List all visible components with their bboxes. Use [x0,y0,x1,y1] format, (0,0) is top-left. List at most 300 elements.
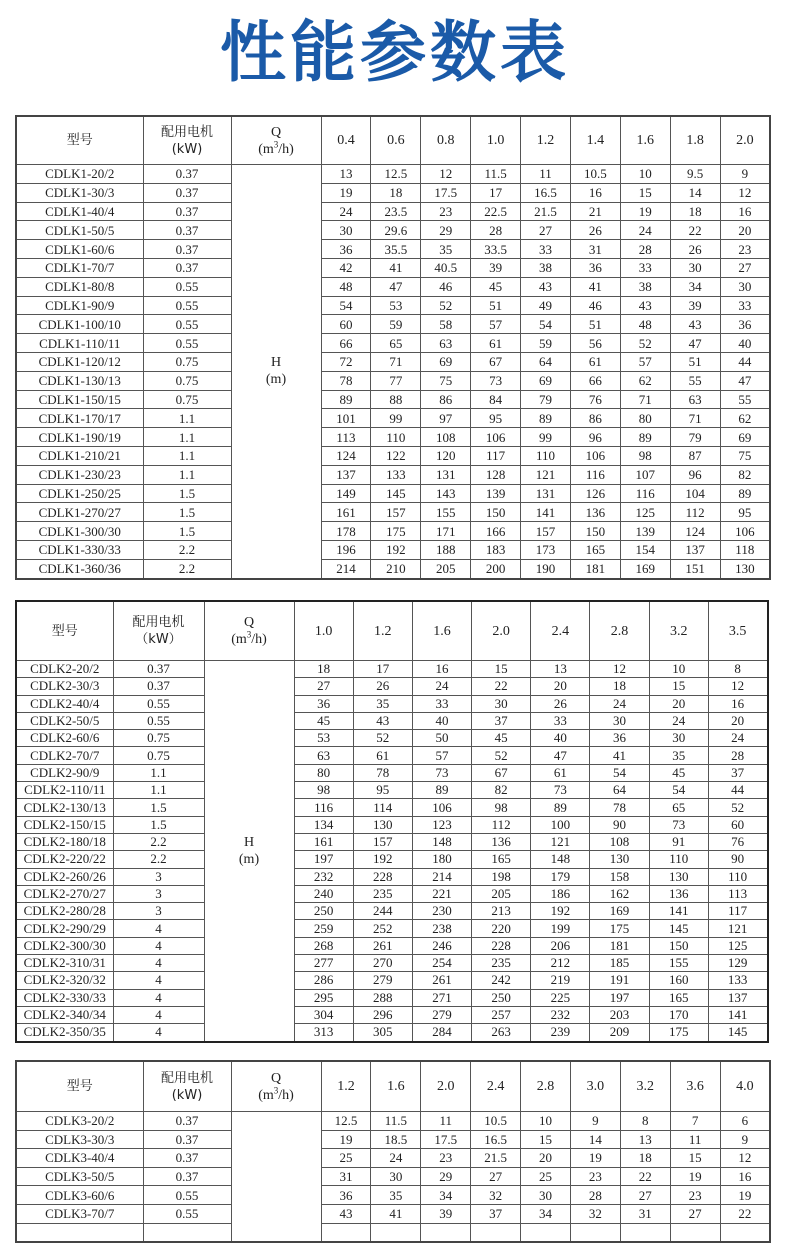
cell-head-value: 97 [421,409,471,428]
cell-head-value: 150 [649,937,708,954]
table-row [16,334,770,353]
cell-head-value: 35 [649,747,708,764]
cell-head-value: 98 [294,782,353,799]
cell-head-value: 155 [421,503,471,522]
header-flow-value: 2.8 [590,601,649,661]
cell-motor: 1.1 [143,409,231,428]
cell-head-value: 199 [531,920,590,937]
cell-head-value: 31 [321,1167,371,1186]
cell-head-value: 30 [472,695,531,712]
cell-head-value: 25 [321,1149,371,1168]
header-motor-unit: (kW) [171,1087,203,1103]
cell-model: CDLK1-170/17 [16,409,143,428]
cell-head-value: 288 [353,989,412,1006]
cell-empty [720,1223,770,1242]
cell-head-value: 57 [471,315,521,334]
cell-head-value: 139 [471,484,521,503]
cell-head-value: 23 [421,1149,471,1168]
cell-head-value: 113 [708,885,767,902]
cell-head-value: 36 [570,258,620,277]
header-flow-value: 1.6 [620,116,670,165]
cell-motor: 0.75 [143,352,231,371]
cell-head-value: 128 [471,465,521,484]
table-row [16,885,768,902]
cell-head-value: 181 [570,559,620,578]
cell-head-value: 19 [670,1167,720,1186]
cell-head-value: 18 [371,183,421,202]
table-row [16,465,770,484]
cell-head-value: 33 [521,240,571,259]
cell-head-value: 71 [371,352,421,371]
cell-head-value: 17 [471,183,521,202]
cell-head-value: 10.5 [570,165,620,184]
cell-motor: 1.5 [143,484,231,503]
cell-head-value: 26 [531,695,590,712]
cell-motor: 2.2 [143,540,231,559]
cell-head-value: 235 [353,885,412,902]
cell-motor: 3 [113,903,204,920]
cell-head-value: 89 [531,799,590,816]
cell-head-value: 29 [421,1167,471,1186]
header-flow-unit [232,138,321,158]
cell-motor: 0.55 [143,277,231,296]
cell-motor: 0.37 [143,258,231,277]
cell-head-value: 192 [371,540,421,559]
cell-motor: 4 [113,972,204,989]
cell-head-value: 141 [521,503,571,522]
cell-head-value: 57 [620,352,670,371]
cell-motor: 0.55 [143,296,231,315]
cell-head-value: 69 [521,371,571,390]
cell-motor: 0.75 [143,390,231,409]
cell-head-value: 242 [472,972,531,989]
cell-head-value: 165 [472,851,531,868]
cell-head-value: 30 [590,712,649,729]
cell-head-value: 31 [620,1204,670,1223]
cell-head-value: 61 [531,764,590,781]
cell-head-value: 28 [708,747,767,764]
cell-head-value: 67 [471,352,521,371]
cell-motor: 0.37 [143,221,231,240]
cell-head-value: 90 [708,851,767,868]
cell-motor: 0.37 [143,1130,231,1149]
cell-head-value: 112 [472,816,531,833]
cell-motor: 1.1 [113,782,204,799]
cell-motor: 0.55 [143,1186,231,1205]
cell-head-value: 116 [570,465,620,484]
cell-head-value: 56 [570,334,620,353]
table-row [16,764,768,781]
cell-head-value: 149 [321,484,371,503]
cell-head-value: 11.5 [471,165,521,184]
cell-model: CDLK3-60/6 [16,1186,143,1205]
performance-table-cdlk3 [15,1060,771,1243]
cell-head-value: 106 [412,799,471,816]
cell-head-value: 112 [670,503,720,522]
cell-head-value: 304 [294,1006,353,1023]
cell-head-value: 21 [570,202,620,221]
cell-head-value: 28 [471,221,521,240]
cell-model: CDLK1-100/10 [16,315,143,334]
table-header-row [16,116,770,165]
cell-head-value: 47 [531,747,590,764]
cell-head-value: 40.5 [421,258,471,277]
cell-head-value: 12 [708,678,767,695]
header-flow [231,1061,321,1112]
cell-head-value: 45 [471,277,521,296]
cell-head-value: 46 [570,296,620,315]
cell-motor: 1.5 [113,799,204,816]
cell-head-value: 41 [371,258,421,277]
header-flow-label: Q [270,1070,282,1086]
cell-head-value: 22.5 [471,202,521,221]
cell-head-value: 113 [321,428,371,447]
cell-empty [371,1223,421,1242]
flow-unit-superscript: 3 [273,138,279,149]
cell-model: CDLK2-270/27 [16,885,113,902]
header-flow-label: Q [270,124,282,140]
cell-head-value: 137 [670,540,720,559]
cell-head-value: 30 [649,730,708,747]
head-label: H [270,355,282,371]
cell-head-value: 82 [472,782,531,799]
cell-head-value: 23 [421,202,471,221]
cell-model: CDLK2-90/9 [16,764,113,781]
cell-head-value: 12 [421,165,471,184]
header-flow-value: 4.0 [720,1061,770,1112]
cell-motor: 3 [113,868,204,885]
cell-head-value: 9.5 [670,165,720,184]
cell-head-value: 108 [590,833,649,850]
header-motor [113,601,204,661]
cell-head-value: 136 [570,503,620,522]
cell-head-value: 250 [294,903,353,920]
cell-head-value: 88 [371,390,421,409]
cell-head-value: 198 [472,868,531,885]
cell-head-value: 9 [720,165,770,184]
cell-head-value: 16 [720,202,770,221]
table-header-row [16,1061,770,1112]
cell-empty [620,1223,670,1242]
header-flow-value: 2.0 [421,1061,471,1112]
header-motor-label: 配用电机 [132,615,185,630]
cell-head-value: 96 [670,465,720,484]
cell-head-value: 72 [321,352,371,371]
cell-head-value: 16 [720,1167,770,1186]
flow-unit-tail: /h) [278,141,294,157]
cell-head-value: 186 [531,885,590,902]
cell-head-value: 10.5 [471,1112,521,1131]
cell-head-value: 16 [708,695,767,712]
performance-table-cdlk2 [15,600,769,1043]
cell-head-value: 9 [570,1112,620,1131]
header-model-label: 型号 [66,1079,93,1094]
cell-head-value: 22 [472,678,531,695]
cell-head-value: 27 [471,1167,521,1186]
cell-model: CDLK2-310/31 [16,955,113,972]
cell-head-value: 84 [471,390,521,409]
cell-head-value: 13 [321,165,371,184]
cell-head-value: 22 [670,221,720,240]
header-flow-value: 2.8 [521,1061,571,1112]
cell-motor: 0.55 [143,334,231,353]
cell-head-value: 110 [521,446,571,465]
cell-model: CDLK2-30/3 [16,678,113,695]
cell-head-value: 169 [620,559,670,578]
cell-model: CDLK3-50/5 [16,1167,143,1186]
cell-model: CDLK1-250/25 [16,484,143,503]
cell-head-value: 19 [321,183,371,202]
cell-motor: 0.37 [143,202,231,221]
cell-head-value: 230 [412,903,471,920]
cell-head-value: 136 [649,885,708,902]
cell-motor: 0.55 [143,315,231,334]
cell-head-value: 279 [353,972,412,989]
cell-head-value: 11.5 [371,1112,421,1131]
table-row [16,503,770,522]
cell-head-value: 10 [649,661,708,678]
cell-head-value: 246 [412,937,471,954]
cell-model: CDLK1-130/13 [16,371,143,390]
cell-head-value: 284 [412,1024,471,1042]
cell-head-value: 18 [294,661,353,678]
cell-head-value: 37 [708,764,767,781]
cell-head-value: 145 [708,1024,767,1042]
cell-head-value: 34 [670,277,720,296]
cell-head-value: 31 [570,240,620,259]
cell-head-value: 54 [321,296,371,315]
cell-head-value: 95 [720,503,770,522]
cell-head-value: 139 [620,522,670,541]
cell-motor: 1.5 [143,522,231,541]
cell-head-value: 175 [371,522,421,541]
header-model [16,116,143,165]
cell-head-value: 79 [521,390,571,409]
cell-head-value: 232 [531,1006,590,1023]
table-row [16,446,770,465]
cell-head-value: 145 [649,920,708,937]
cell-head-value: 33.5 [471,240,521,259]
cell-head-value: 9 [720,1130,770,1149]
cell-head-value: 27 [670,1204,720,1223]
cell-model: CDLK1-110/11 [16,334,143,353]
cell-head-value: 150 [471,503,521,522]
cell-motor: 0.75 [143,371,231,390]
cell-head-value: 24 [321,202,371,221]
header-flow-value: 1.2 [321,1061,371,1112]
cell-head-value: 21.5 [521,202,571,221]
cell-head-value: 16 [412,661,471,678]
cell-head-value: 39 [471,258,521,277]
table-row [16,371,770,390]
cell-head-value: 14 [670,183,720,202]
cell-head-value: 136 [472,833,531,850]
table-row [16,851,768,868]
cell-head-value: 232 [294,868,353,885]
cell-head-value: 188 [421,540,471,559]
cell-model: CDLK2-220/22 [16,851,113,868]
cell-head-value: 67 [472,764,531,781]
cell-head-value: 42 [321,258,371,277]
cell-head-value: 12.5 [321,1112,371,1131]
cell-head-value: 65 [649,799,708,816]
cell-model: CDLK2-70/7 [16,747,113,764]
head-label-cell [204,661,294,1042]
cell-head-value: 155 [649,955,708,972]
cell-head-value: 130 [590,851,649,868]
table-row [16,522,770,541]
cell-model: CDLK1-90/9 [16,296,143,315]
table-row [16,816,768,833]
cell-head-value: 20 [649,695,708,712]
cell-model: CDLK2-300/30 [16,937,113,954]
table-row [16,661,768,678]
cell-model: CDLK2-150/15 [16,816,113,833]
cell-head-value: 32 [471,1186,521,1205]
cell-head-value: 76 [708,833,767,850]
cell-head-value: 271 [412,989,471,1006]
cell-head-value: 12 [590,661,649,678]
header-flow-label: Q [243,615,255,630]
header-model [16,1061,143,1112]
table-row [16,165,770,184]
cell-head-value: 16.5 [521,183,571,202]
cell-model: CDLK2-280/28 [16,903,113,920]
cell-motor: 2.2 [113,833,204,850]
cell-head-value: 151 [670,559,720,578]
cell-head-value: 157 [371,503,421,522]
cell-model: CDLK3-30/3 [16,1130,143,1149]
cell-motor: 3 [113,885,204,902]
table-row [16,202,770,221]
cell-motor: 4 [113,1024,204,1042]
cell-head-value: 130 [649,868,708,885]
cell-head-value: 20 [531,678,590,695]
cell-model: CDLK3-70/7 [16,1204,143,1223]
cell-head-value: 213 [472,903,531,920]
header-flow [231,116,321,165]
cell-head-value: 17.5 [421,183,471,202]
cell-head-value: 35.5 [371,240,421,259]
cell-head-value: 296 [353,1006,412,1023]
cell-head-value: 41 [371,1204,421,1223]
table-row [16,903,768,920]
table-row [16,1130,770,1149]
cell-head-value: 23.5 [371,202,421,221]
cell-head-value: 61 [570,352,620,371]
cell-motor: 1.1 [143,465,231,484]
cell-head-value: 20 [521,1149,571,1168]
cell-head-value: 38 [620,277,670,296]
cell-head-value: 45 [294,712,353,729]
cell-head-value: 171 [421,522,471,541]
cell-model: CDLK1-210/21 [16,446,143,465]
cell-head-value: 54 [521,315,571,334]
cell-head-value: 26 [353,678,412,695]
cell-head-value: 110 [371,428,421,447]
cell-head-value: 137 [708,989,767,1006]
cell-head-value: 63 [670,390,720,409]
cell-head-value: 69 [421,352,471,371]
table-row [16,989,768,1006]
cell-empty [521,1223,571,1242]
cell-model: CDLK1-330/33 [16,540,143,559]
cell-head-value: 239 [531,1024,590,1042]
cell-head-value: 37 [472,712,531,729]
cell-head-value: 58 [421,315,471,334]
cell-head-value: 32 [570,1204,620,1223]
cell-head-value: 228 [353,868,412,885]
cell-head-value: 12 [720,183,770,202]
cell-head-value: 133 [708,972,767,989]
performance-table-cdlk1 [15,115,771,580]
table-row [16,1006,768,1023]
cell-head-value: 305 [353,1024,412,1042]
cell-motor: 0.75 [113,747,204,764]
cell-head-value: 30 [371,1167,421,1186]
table-row [16,972,768,989]
cell-head-value: 45 [472,730,531,747]
cell-head-value: 41 [590,747,649,764]
cell-head-value: 95 [353,782,412,799]
cell-head-value: 71 [620,390,670,409]
cell-head-value: 69 [720,428,770,447]
cell-model: CDLK3-20/2 [16,1112,143,1131]
cell-motor: 4 [113,1006,204,1023]
cell-head-value: 261 [353,937,412,954]
cell-head-value: 200 [471,559,521,578]
cell-head-value: 118 [720,540,770,559]
table-row [16,390,770,409]
cell-motor: 4 [113,989,204,1006]
table-row [16,183,770,202]
cell-head-value: 40 [531,730,590,747]
cell-head-value: 12 [720,1149,770,1168]
cell-head-value: 161 [321,503,371,522]
cell-motor: 1.1 [113,764,204,781]
cell-head-value: 27 [521,221,571,240]
table-row [16,747,768,764]
cell-head-value: 16.5 [471,1130,521,1149]
cell-head-value: 141 [708,1006,767,1023]
cell-head-value: 27 [294,678,353,695]
cell-head-value: 43 [620,296,670,315]
cell-head-value: 36 [590,730,649,747]
cell-head-value: 191 [590,972,649,989]
header-flow-value: 2.4 [471,1061,521,1112]
cell-head-value: 154 [620,540,670,559]
cell-head-value: 165 [649,989,708,1006]
cell-head-value: 40 [720,334,770,353]
cell-head-value: 77 [371,371,421,390]
cell-head-value: 104 [670,484,720,503]
header-model-label: 型号 [66,133,93,148]
cell-head-value: 44 [720,352,770,371]
cell-head-value: 137 [321,465,371,484]
cell-head-value: 63 [421,334,471,353]
cell-head-value: 52 [708,799,767,816]
cell-head-value: 261 [412,972,471,989]
cell-head-value: 30 [521,1186,571,1205]
cell-head-value: 129 [708,955,767,972]
table-row [16,296,770,315]
cell-head-value: 145 [371,484,421,503]
cell-head-value: 37 [471,1204,521,1223]
cell-head-value: 8 [620,1112,670,1131]
cell-head-value: 75 [421,371,471,390]
cell-head-value: 133 [371,465,421,484]
cell-model: CDLK1-30/3 [16,183,143,202]
